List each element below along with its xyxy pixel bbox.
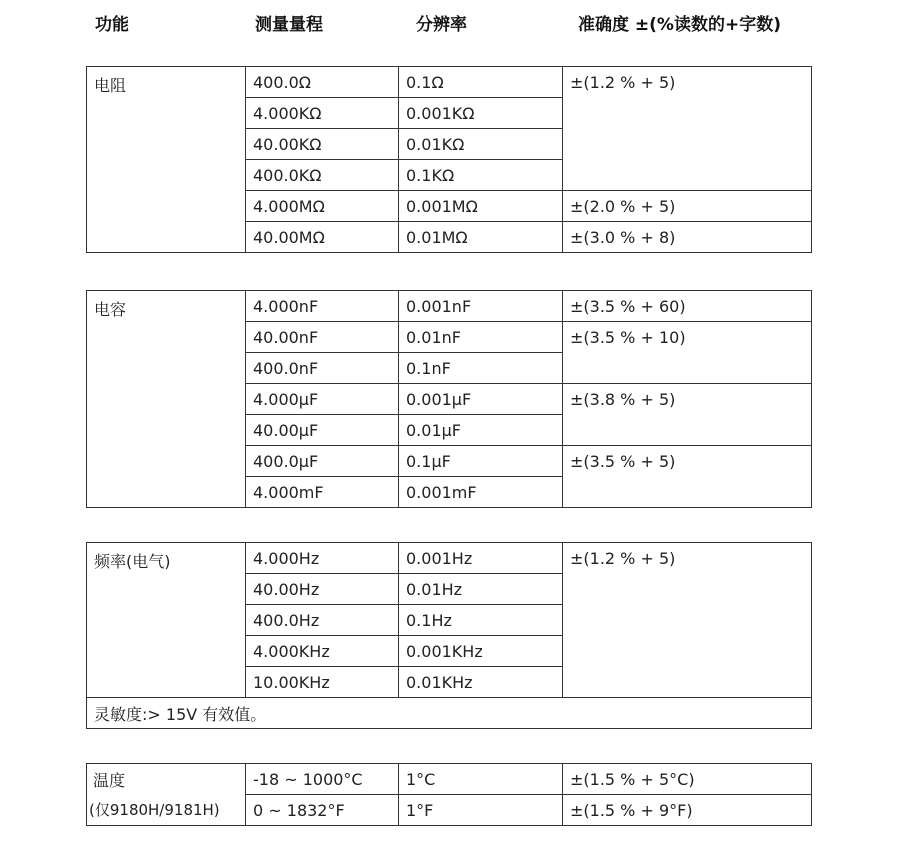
range-cell: 4.000KΩ	[246, 98, 399, 129]
table-row	[87, 698, 812, 729]
range-cell: 4.000MΩ	[246, 191, 399, 222]
resolution-cell: 0.001KΩ	[399, 98, 563, 129]
function-cell: 电阻	[87, 67, 246, 253]
sensitivity-note: 灵敏度:> 15V 有效值。	[87, 698, 812, 729]
resolution-cell: 0.01KΩ	[399, 129, 563, 160]
function-cell: 温度	[87, 764, 246, 795]
range-cell: 4.000mF	[246, 477, 399, 508]
accuracy-cell: ±(3.5 % + 60)	[563, 291, 812, 322]
accuracy-cell: ±(3.5 % + 5)	[563, 446, 812, 508]
range-cell: 400.0Ω	[246, 67, 399, 98]
accuracy-cell: ±(3.5 % + 10)	[563, 322, 812, 384]
header-resolution: 分辨率	[416, 15, 467, 35]
function-cell: 频率(电气)	[87, 543, 246, 698]
range-cell: 4.000μF	[246, 384, 399, 415]
resolution-cell: 0.01Hz	[399, 574, 563, 605]
resolution-cell: 1°C	[399, 764, 563, 795]
capacitance-table	[86, 290, 812, 508]
resolution-cell: 0.1μF	[399, 446, 563, 477]
range-cell: 40.00MΩ	[246, 222, 399, 253]
range-cell: 4.000KHz	[246, 636, 399, 667]
header-accuracy: 准确度 ±(%读数的+字数)	[578, 15, 781, 35]
table-row	[87, 764, 812, 795]
range-cell: 400.0Hz	[246, 605, 399, 636]
range-cell: 0 ~ 1832°F	[246, 795, 399, 826]
temperature-table	[86, 763, 812, 826]
range-cell: 4.000nF	[246, 291, 399, 322]
range-cell: 40.00nF	[246, 322, 399, 353]
range-cell: 4.000Hz	[246, 543, 399, 574]
resolution-cell: 0.001Hz	[399, 543, 563, 574]
accuracy-cell: ±(1.2 % + 5)	[563, 543, 812, 698]
resolution-cell: 0.1KΩ	[399, 160, 563, 191]
accuracy-cell: ±(2.0 % + 5)	[563, 191, 812, 222]
table-row	[87, 291, 812, 322]
resolution-cell: 0.01KHz	[399, 667, 563, 698]
resolution-cell: 0.01nF	[399, 322, 563, 353]
range-cell: 40.00Hz	[246, 574, 399, 605]
resolution-cell: 1°F	[399, 795, 563, 826]
resolution-cell: 0.1nF	[399, 353, 563, 384]
range-cell: 400.0μF	[246, 446, 399, 477]
resolution-cell: 0.1Hz	[399, 605, 563, 636]
range-cell: 40.00μF	[246, 415, 399, 446]
accuracy-cell: ±(1.2 % + 5)	[563, 67, 812, 191]
accuracy-cell: ±(3.8 % + 5)	[563, 384, 812, 446]
range-cell: 400.0nF	[246, 353, 399, 384]
accuracy-cell: ±(3.0 % + 8)	[563, 222, 812, 253]
resolution-cell: 0.001nF	[399, 291, 563, 322]
range-cell: 40.00KΩ	[246, 129, 399, 160]
table-row	[87, 795, 812, 826]
resistance-table	[86, 66, 812, 253]
table-row	[87, 543, 812, 574]
range-cell: 400.0KΩ	[246, 160, 399, 191]
header-range: 测量量程	[255, 15, 323, 35]
range-cell: -18 ~ 1000°C	[246, 764, 399, 795]
resolution-cell: 0.001KHz	[399, 636, 563, 667]
range-cell: 10.00KHz	[246, 667, 399, 698]
resolution-cell: 0.01μF	[399, 415, 563, 446]
resolution-cell: 0.001μF	[399, 384, 563, 415]
accuracy-cell: ±(1.5 % + 9°F)	[563, 795, 812, 826]
resolution-cell: 0.01MΩ	[399, 222, 563, 253]
accuracy-cell: ±(1.5 % + 5°C)	[563, 764, 812, 795]
resolution-cell: 0.001mF	[399, 477, 563, 508]
header-function: 功能	[95, 15, 129, 35]
resolution-cell: 0.1Ω	[399, 67, 563, 98]
table-row	[87, 67, 812, 98]
frequency-table	[86, 542, 812, 729]
function-cell-model: (仅9180H/9181H)	[87, 795, 246, 826]
function-cell: 电容	[87, 291, 246, 508]
resolution-cell: 0.001MΩ	[399, 191, 563, 222]
